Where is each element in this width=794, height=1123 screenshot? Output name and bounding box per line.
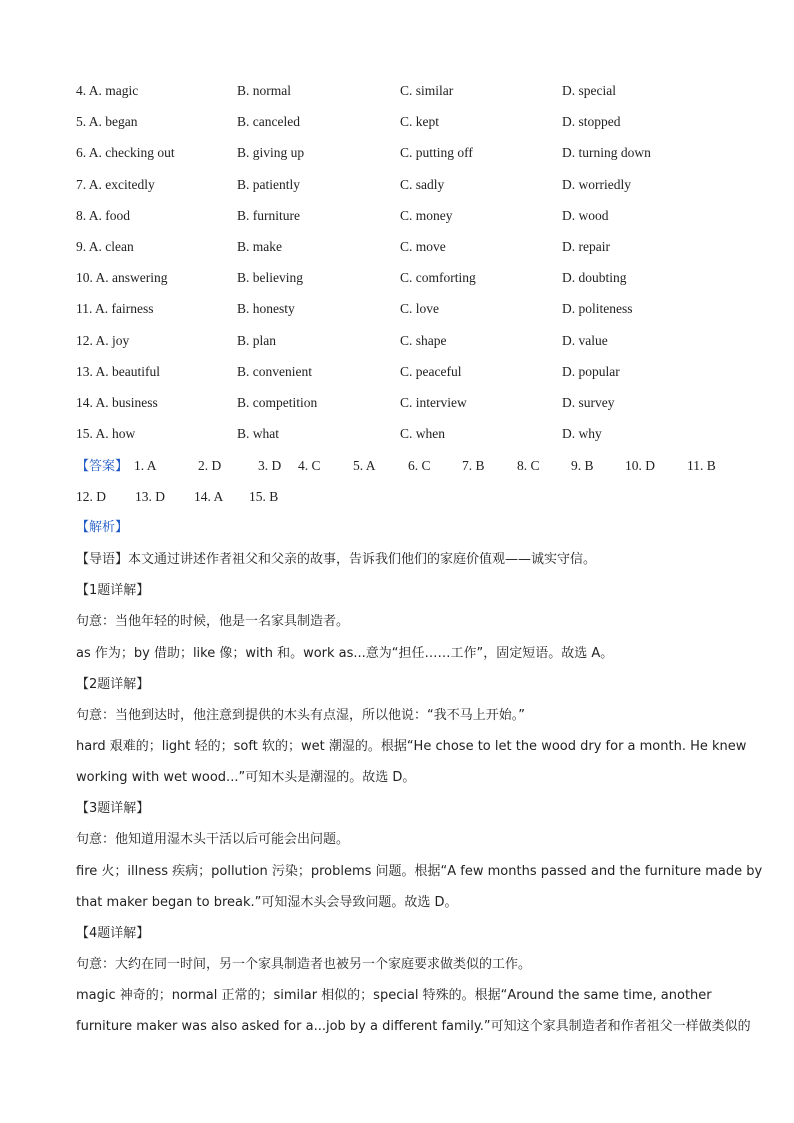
answer-item: 10. D <box>625 458 655 473</box>
option-row <box>76 424 736 444</box>
answer-item: 4. C <box>298 458 321 473</box>
option-b: B. honesty <box>237 301 295 317</box>
option-c: C. love <box>400 301 439 317</box>
option-c: C. shape <box>400 332 447 348</box>
q3-detail-1: fire 火；illness 疾病；pollution 污染；problems 问题。根据“A few months passed and the furniture made by <box>76 864 763 879</box>
q4-title: 【4题详解】 <box>76 926 150 941</box>
option-d: D. special <box>562 83 616 98</box>
option-d: D. repair <box>562 239 610 254</box>
option-b: B. furniture <box>237 207 300 223</box>
option-row <box>76 331 736 351</box>
option-a: 15. A. how <box>76 426 136 442</box>
q2-detail-1: hard 艰难的；light 轻的；soft 软的；wet 潮湿的。根据“He chose to let the wood dry for a month. He knew <box>76 739 747 754</box>
option-c: C. move <box>400 239 446 254</box>
answer-item: 3. D <box>258 458 282 473</box>
option-row <box>76 268 736 288</box>
option-d: D. doubting <box>562 270 627 286</box>
answer-item: 6. C <box>408 458 431 473</box>
q1-meaning: 句意：当他年轻的时候，他是一名家具制造者。 <box>76 614 350 629</box>
option-a: 8. A. food <box>76 207 130 223</box>
q1-detail: as 作为；by 借助；like 像；with 和。work as...意为“担任……工作”，固定短语。故选 A。 <box>76 646 614 661</box>
answer-item: 2. D <box>198 458 222 473</box>
option-d: D. value <box>562 332 608 348</box>
option-b: B. patiently <box>237 176 300 192</box>
option-a: 12. A. joy <box>76 332 130 348</box>
option-c: C. putting off <box>400 145 473 161</box>
option-a: 5. A. began <box>76 114 138 130</box>
option-c: C. money <box>400 207 453 223</box>
option-d: D. why <box>562 426 602 442</box>
option-b: B. giving up <box>237 145 305 161</box>
option-a: 13. A. beautiful <box>76 363 160 379</box>
option-a: 10. A. answering <box>76 270 168 286</box>
option-b: B. canceled <box>237 114 300 130</box>
option-d: D. stopped <box>562 114 621 130</box>
answer-row-2 <box>76 487 736 507</box>
option-row <box>76 299 736 319</box>
option-row <box>76 175 736 195</box>
q1-title: 【1题详解】 <box>76 583 150 598</box>
answer-item: 9. B <box>571 458 594 473</box>
option-row <box>76 362 736 382</box>
option-a: 14. A. business <box>76 395 158 410</box>
option-b: B. what <box>237 426 279 442</box>
analysis-label: 【解析】 <box>76 520 129 535</box>
answer-item: 5. A <box>353 458 376 473</box>
option-b: B. normal <box>237 83 291 98</box>
q3-detail-2: that maker began to break.”可知湿木头会导致问题。故选 D。 <box>76 895 458 910</box>
option-row <box>76 112 736 132</box>
guide-text: 【导语】本文通过讲述作者祖父和父亲的故事，告诉我们他们的家庭价值观——诚实守信。 <box>76 552 597 567</box>
option-b: B. plan <box>237 332 276 348</box>
option-b: B. convenient <box>237 363 312 379</box>
option-c: C. comforting <box>400 270 476 286</box>
option-d: D. popular <box>562 363 620 379</box>
q3-title: 【3题详解】 <box>76 801 150 816</box>
option-a: 9. A. clean <box>76 239 134 254</box>
answer-item: 1. A <box>134 458 157 473</box>
answer-item: 8. C <box>517 458 540 473</box>
option-c: C. peaceful <box>400 363 462 379</box>
option-b: B. make <box>237 239 282 254</box>
q2-title: 【2题详解】 <box>76 677 150 692</box>
answer-item: 14. A <box>194 489 224 504</box>
option-c: C. sadly <box>400 176 445 192</box>
option-a: 6. A. checking out <box>76 145 175 161</box>
option-row <box>76 81 736 101</box>
option-c: C. kept <box>400 114 439 130</box>
answer-row-1 <box>76 456 736 476</box>
option-c: C. interview <box>400 395 467 410</box>
option-row <box>76 206 736 226</box>
q2-meaning: 句意：当他到达时，他注意到提供的木头有点湿，所以他说：“我不马上开始。” <box>76 708 525 723</box>
option-row <box>76 393 736 413</box>
q4-detail-2: furniture maker was also asked for a...job by a different family.”可知这个家具制造者和作者祖父一样做类似的 <box>76 1019 751 1034</box>
option-d: D. worriedly <box>562 176 631 192</box>
option-d: D. turning down <box>562 145 651 161</box>
q4-meaning: 句意：大约在同一时间，另一个家具制造者也被另一个家庭要求做类似的工作。 <box>76 957 532 972</box>
option-row <box>76 143 736 163</box>
answer-label: 【答案】 <box>76 459 129 474</box>
option-a: 7. A. excitedly <box>76 176 155 192</box>
answer-item: 15. B <box>249 489 279 504</box>
option-a: 11. A. fairness <box>76 301 154 317</box>
option-c: C. when <box>400 426 445 442</box>
q4-detail-1: magic 神奇的；normal 正常的；similar 相似的；special 特殊的。根据“Around the same time, another <box>76 988 712 1003</box>
option-row <box>76 237 736 257</box>
q2-detail-2: working with wet wood...”可知木头是潮湿的。故选 D。 <box>76 770 416 785</box>
answer-item: 7. B <box>462 458 485 473</box>
option-c: C. similar <box>400 83 454 98</box>
option-a: 4. A. magic <box>76 83 139 98</box>
answer-item: 13. D <box>135 489 165 504</box>
option-d: D. wood <box>562 207 609 223</box>
answer-item: 11. B <box>687 458 716 473</box>
q3-meaning: 句意：他知道用湿木头干活以后可能会出问题。 <box>76 832 350 847</box>
option-b: B. competition <box>237 395 318 410</box>
answer-item: 12. D <box>76 489 106 504</box>
option-d: D. survey <box>562 395 615 410</box>
option-b: B. believing <box>237 270 303 286</box>
option-d: D. politeness <box>562 301 633 317</box>
